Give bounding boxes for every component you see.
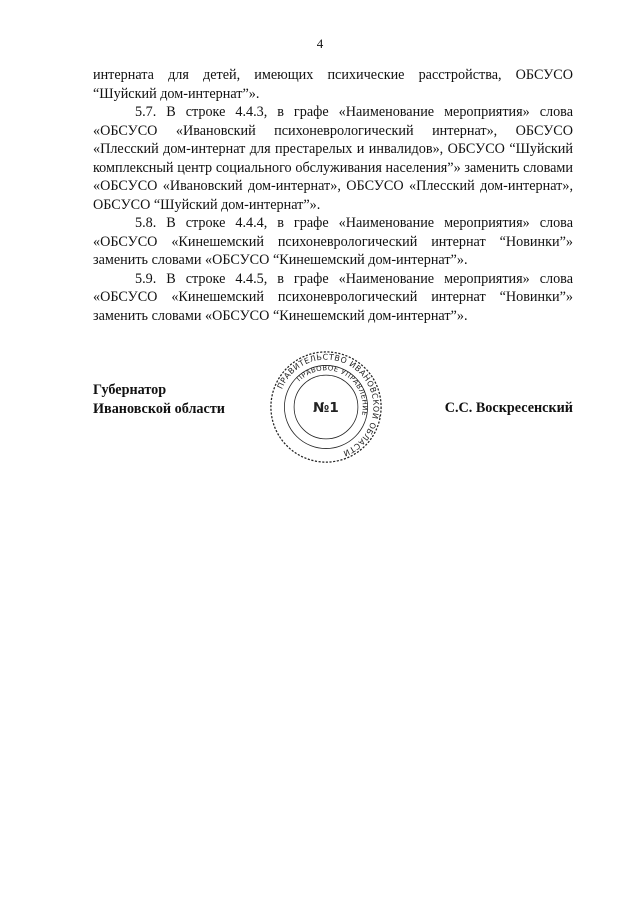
seal-number: №1	[313, 399, 339, 416]
seal-outer-text: ПРАВИТЕЛЬСТВО ИВАНОВСКОЙ ОБЛАСТИ	[275, 352, 381, 458]
seal-inner-text: ПРАВОВОЕ УПРАВЛЕНИЕ	[295, 364, 369, 417]
paragraph-5-8: 5.8. В строке 4.4.4, в графе «Наименование мероприятия» слова «ОБСУСО «Кинешемский психоневрологический интернат “Новинки”» заменить словами «ОБСУСО “Кинешемский дом-интернат”».	[93, 215, 573, 268]
page-number: 4	[316, 36, 324, 51]
document-body	[93, 66, 573, 325]
signatory-name: С.С. Воскресенский	[444, 400, 573, 416]
signatory-title-line1: Губернатор	[93, 382, 167, 398]
signature-block	[93, 352, 573, 491]
official-seal-stamp	[268, 349, 384, 465]
signatory-title	[93, 381, 225, 418]
signatory-title-line2: Ивановской области	[93, 400, 225, 417]
paragraph-5-9: 5.9. В строке 4.4.5, в графе «Наименование мероприятия» слова «ОБСУСО «Кинешемский психоневрологический интернат “Новинки”» заменить словами «ОБСУСО “Кинешемский дом-интернат”».	[93, 270, 573, 324]
paragraph-continuation: интерната для детей, имеющих психические расстройства, ОБСУСО “Шуйский дом-интернат”».	[93, 67, 573, 102]
paragraph-5-7: 5.7. В строке 4.4.3, в графе «Наименование мероприятия» слова «ОБСУСО «Ивановский психоневрологический интернат», ОБСУСО «Плесский дом-интернат для престарелых и инвалидов», ОБСУСО “Шуйский комплексный центр социального обслуживания населения”» заменить словами «ОБСУСО «Ивановский дом-интернат», ОБСУСО «Плесский дом-интернат», ОБСУСО “Шуйский дом-интернат”».	[93, 104, 573, 213]
